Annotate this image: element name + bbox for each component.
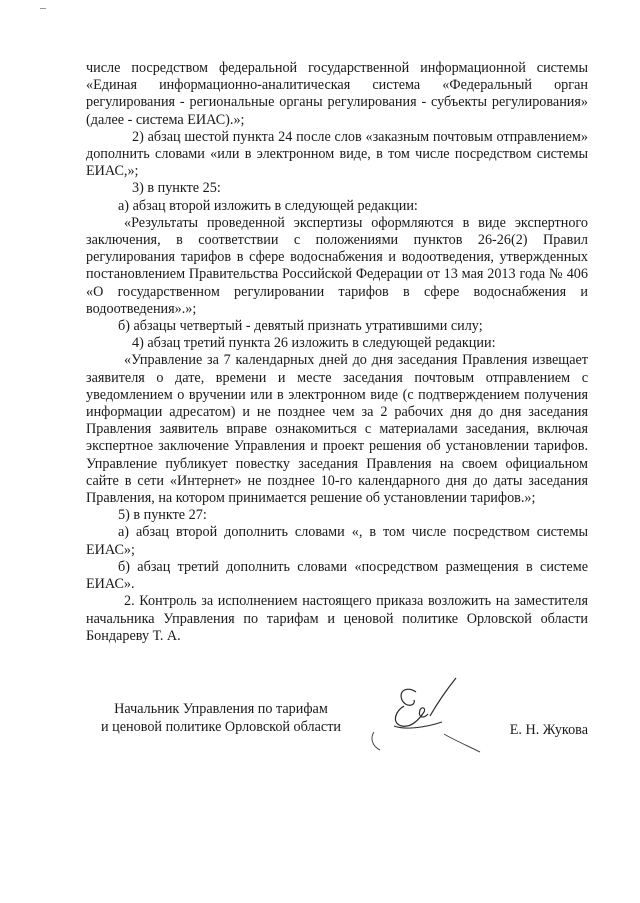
paragraph-7: 4) абзац третий пункта 26 изложить в следующей редакции: — [132, 335, 496, 352]
paragraph-8: «Управление за 7 календарных дней до дня заседания Правления извещает заявителя о дате, времени и месте заседания почтовым отправлением с уведомлением о вручении или в электронном виде (с подтверждением получения информации адресатом) и не позднее чем за 2 рабочих дня до дня заседания Правления заявитель вправе ознакомиться с материалами заседания, включая экспертное заключение Управления и проект решения об установлении тарифов. Управление публикует повестку заседания Правления на своем официальном сайте в сети «Интернет» не позднее 10-го календарного дня до даты заседания Правления, на котором принимается решение об установлении тарифов.»; — [86, 352, 588, 507]
paragraph-6: б) абзацы четвертый - девятый признать утратившими силу; — [118, 318, 483, 335]
paragraph-2: 2) абзац шестой пункта 24 после слов «заказным почтовым отправлением» дополнить словами «или в электронном виде, в том числе посредством системы ЕИАС,»; — [86, 128, 588, 180]
handwritten-signature — [364, 672, 494, 762]
paragraph-3: 3) в пункте 25: — [132, 180, 221, 197]
paragraph-1: числе посредством федеральной государственной информационной системы «Единая информационно-аналитическая система «Федеральный орган регулирования - региональные органы регулирования - субъекты регулирования» (далее - система ЕИАС).»; — [86, 60, 588, 128]
paragraph-10: а) абзац второй дополнить словами «, в том числе посредством системы ЕИАС»; — [86, 524, 588, 558]
signatory-title-line-2: и ценовой политике Орловской области — [101, 719, 341, 735]
signatory-name: Е. Н. Жукова — [509, 722, 588, 738]
scan-mark — [40, 8, 46, 9]
signature-block — [86, 700, 588, 780]
paragraph-4: а) абзац второй изложить в следующей редакции: — [118, 197, 418, 214]
paragraph-9: 5) в пункте 27: — [118, 507, 207, 524]
paragraph-12: 2. Контроль за исполнением настоящего приказа возложить на заместителя начальника Управления по тарифам и ценовой политике Орловской области Бондареву Т. А. — [86, 593, 588, 644]
signatory-title-line-1: Начальник Управления по тарифам — [114, 701, 328, 717]
document-body — [86, 60, 588, 645]
paragraph-5: «Результаты проведенной экспертизы оформляются в виде экспертного заключения, в соответствии с положениями пунктов 26-26(2) Правил регулирования тарифов в сфере водоснабжения и водоотведения, утвержденных постановлением Правительства Российской Федерации от 13 мая 2013 года № 406 «О государственном регулировании тарифов в сфере водоснабжения и водоотведения».»; — [86, 214, 588, 317]
signatory-title — [86, 700, 356, 736]
paragraph-11: б) абзац третий дополнить словами «посредством размещения в системе ЕИАС». — [86, 558, 588, 593]
